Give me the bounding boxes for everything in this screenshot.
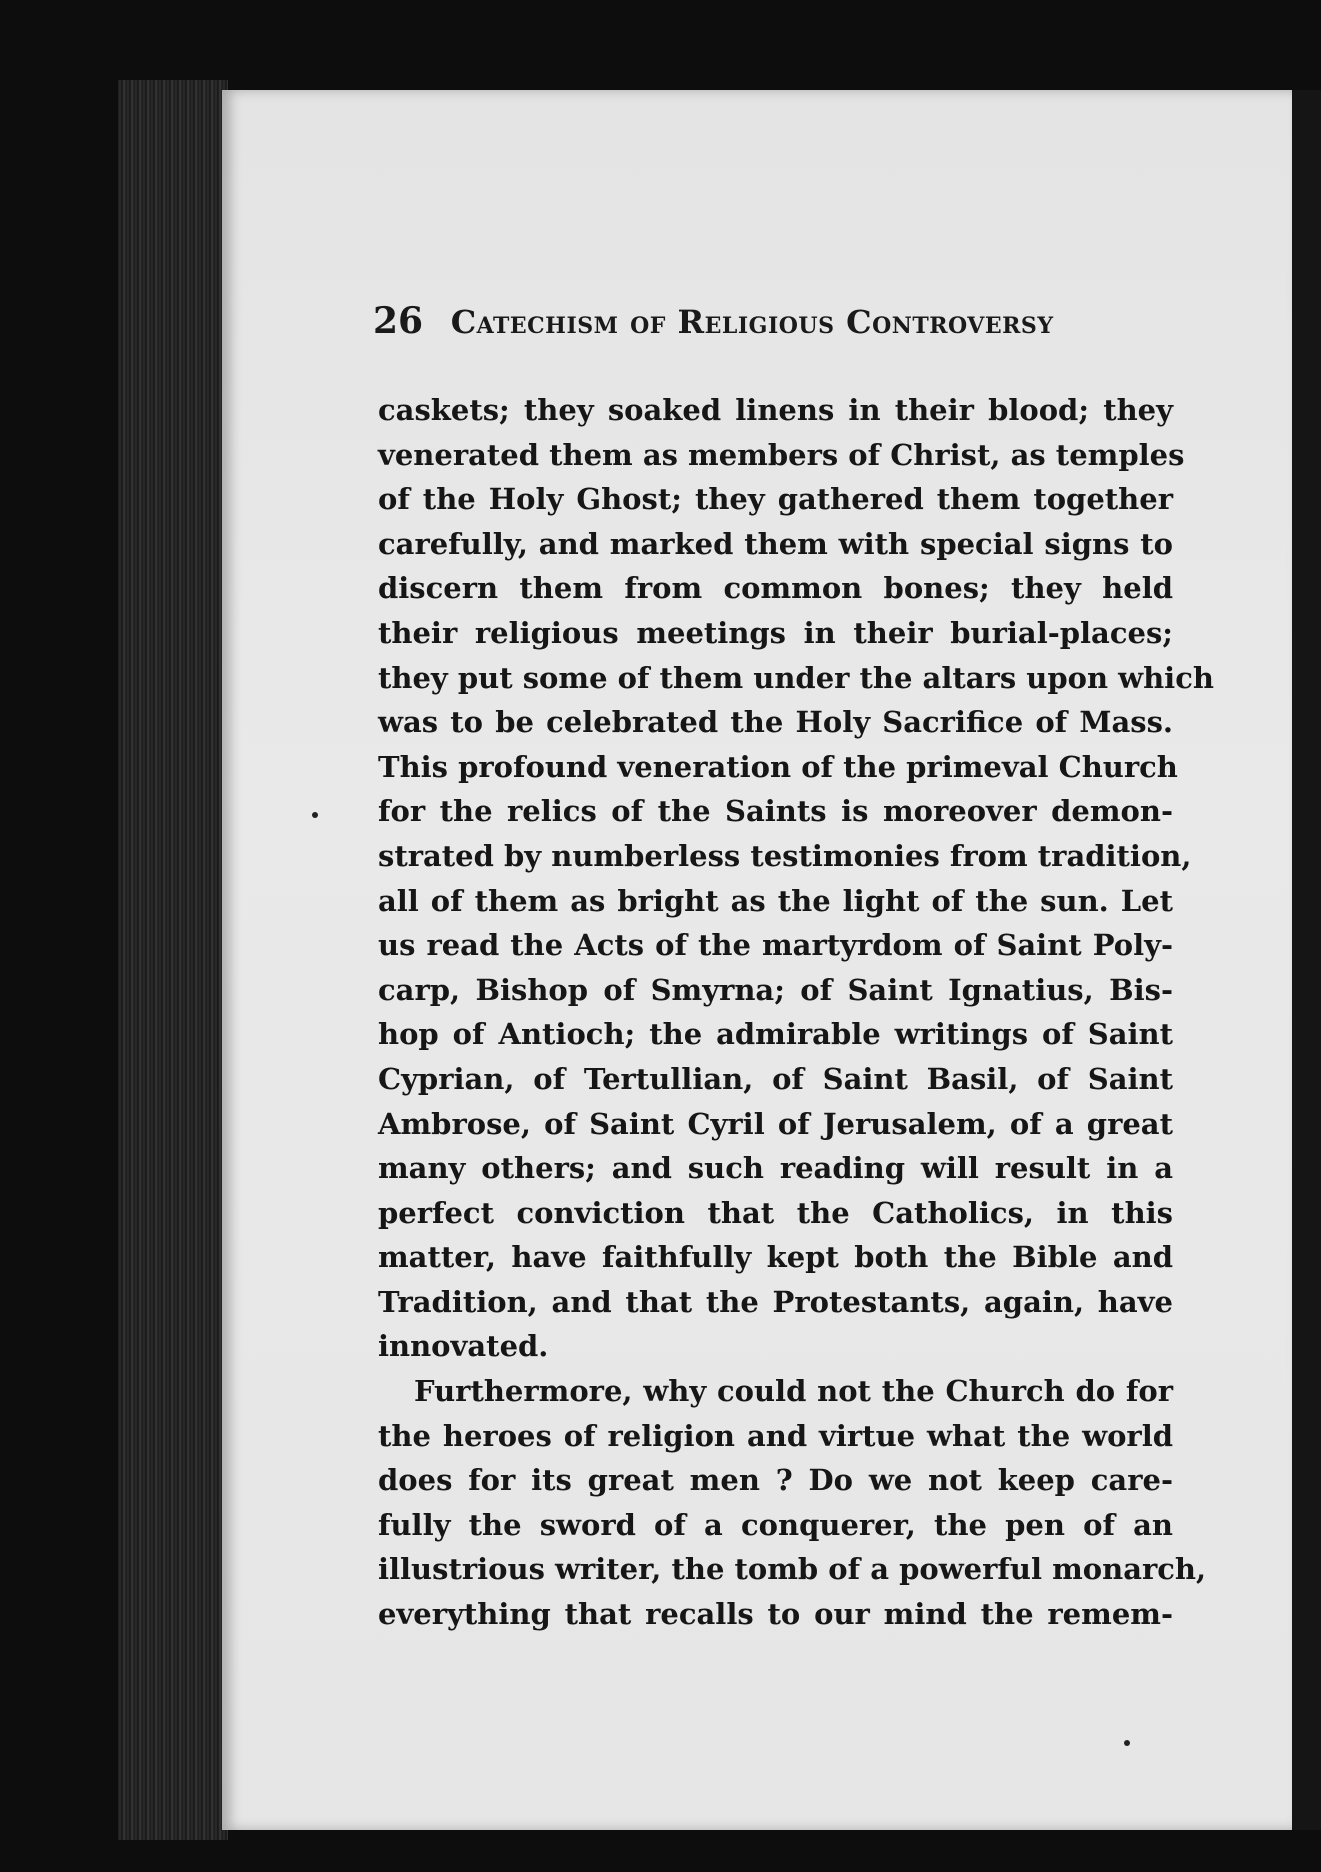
text-line: was to be celebrated the Holy Sacrifice of Mass.	[378, 705, 1173, 740]
text-line: strated by numberless testimonies from tradition,	[378, 838, 1192, 873]
text-line: This profound veneration of the primeval Church	[378, 749, 1178, 784]
text-line: innovated.	[378, 1329, 549, 1364]
scan-speck	[1124, 1740, 1130, 1746]
text-line: does for its great men ? Do we not keep care-	[378, 1463, 1173, 1498]
page-edges	[118, 80, 228, 1840]
text-line: us read the Acts of the martyrdom of Saint Poly-	[378, 928, 1173, 963]
text-line: hop of Antioch; the admirable writings of Saint	[378, 1017, 1173, 1052]
scan-speck	[312, 812, 318, 818]
text-line: the heroes of religion and virtue what the world	[378, 1418, 1173, 1453]
text-line: carefully, and marked them with special signs to	[378, 526, 1173, 561]
text-line: perfect conviction that the Catholics, in this	[378, 1195, 1173, 1230]
body-text	[378, 388, 1214, 1637]
text-line: discern them from common bones; they held	[378, 571, 1173, 606]
text-line: everything that recalls to our mind the remem-	[378, 1597, 1173, 1632]
text-line: matter, have faithfully kept both the Bible and	[378, 1240, 1173, 1275]
text-line: they put some of them under the altars upon which	[378, 660, 1214, 695]
text-line: caskets; they soaked linens in their blood; they	[378, 393, 1173, 427]
text-line: Furthermore, why could not the Church do for	[414, 1374, 1173, 1409]
text-line: their religious meetings in their burial-places;	[378, 615, 1173, 650]
page-header	[373, 300, 1093, 342]
text-line: fully the sword of a conquerer, the pen of an	[378, 1507, 1173, 1542]
page-number: 26	[373, 300, 424, 342]
text-line: for the relics of the Saints is moreover demon-	[378, 794, 1173, 829]
text-line: venerated them as members of Christ, as temples	[378, 437, 1185, 472]
text-line: Cyprian, of Tertullian, of Saint Basil, of Saint	[378, 1061, 1173, 1096]
text-line: Ambrose, of Saint Cyril of Jerusalem, of a great	[378, 1106, 1173, 1141]
text-line: of the Holy Ghost; they gathered them together	[378, 482, 1173, 517]
right-page-edge	[1292, 90, 1321, 1830]
text-line: all of them as bright as the light of the sun. Let	[378, 883, 1173, 918]
text-line: Tradition, and that the Protestants, again, have	[378, 1284, 1173, 1319]
text-line: many others; and such reading will result in a	[378, 1151, 1173, 1186]
running-title: Catechism of Religious Controversy	[450, 303, 1054, 341]
text-line: illustrious writer, the tomb of a powerful monarch,	[378, 1552, 1207, 1587]
text-line: carp, Bishop of Smyrna; of Saint Ignatius, Bis-	[378, 972, 1173, 1007]
